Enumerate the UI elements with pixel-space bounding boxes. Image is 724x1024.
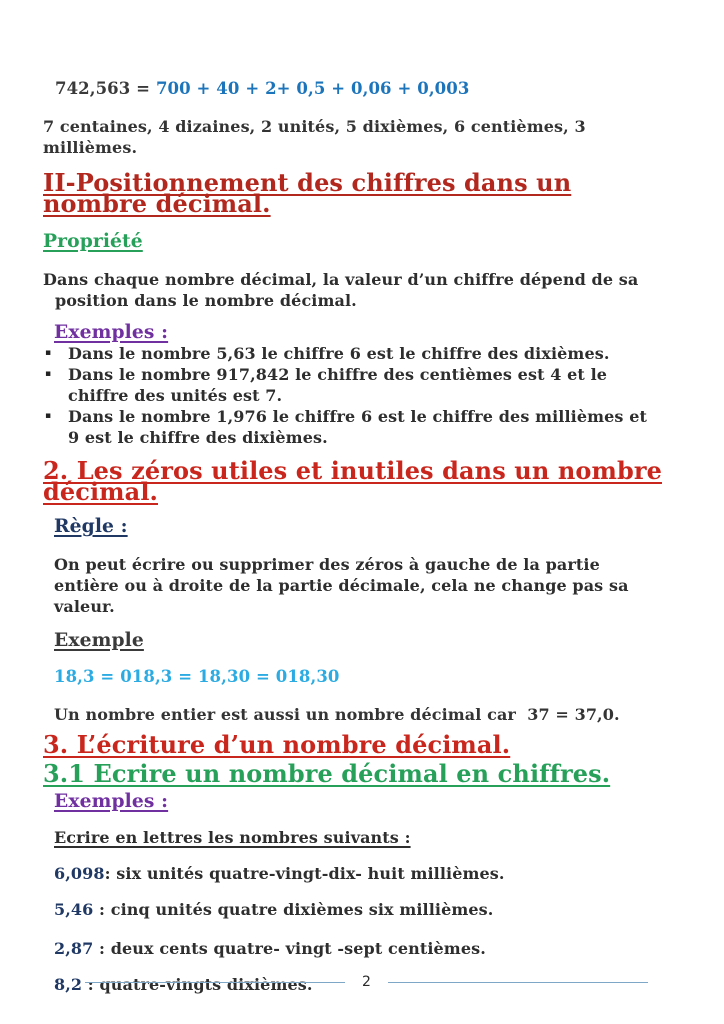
number-words: cinq unités quatre dixièmes six millièmes. — [110, 900, 494, 919]
heading-zeros: 2. Les zéros utiles et inutiles dans un nombre décimal. — [43, 456, 662, 506]
label-exemple: Exemple — [54, 629, 144, 651]
number-in-words-line — [54, 938, 680, 959]
label-exemples-2: Exemples : — [54, 790, 169, 812]
decomposition-equation — [55, 78, 680, 99]
number-in-words-line — [54, 863, 680, 884]
examples-list — [43, 343, 680, 448]
separator: : — [82, 975, 100, 994]
bullet-icon: ▪ — [45, 348, 52, 358]
list-item-text: Dans le nombre 5,63 le chiffre 6 est le chiffre des dixièmes. — [68, 344, 610, 363]
list-item — [43, 343, 655, 364]
regle-text: On peut écrire ou supprimer des zéros à gauche de la partie entière ou à droite de la partie décimale, cela ne change pas sa valeur. — [54, 555, 635, 616]
label-exemples-1: Exemples : — [54, 321, 169, 343]
number-in-words-line — [54, 899, 680, 920]
entier-note: Un nombre entier est aussi un nombre décimal car 37 = 37,0. — [54, 705, 620, 724]
separator: : — [104, 864, 117, 883]
list-item — [43, 406, 655, 448]
heading-ecrire-en-chiffres: 3.1 Ecrire un nombre décimal en chiffres. — [43, 759, 611, 788]
decimal-number: 2,87 — [54, 939, 94, 958]
heading-positionnement: II-Positionnement des chiffres dans un nombre décimal. — [43, 168, 572, 218]
equation-left-side: 742,563 = — [55, 79, 156, 98]
number-words: six unités quatre-vingt-dix- huit millièmes. — [116, 864, 505, 883]
label-propriete: Propriété — [43, 230, 143, 252]
decomposition-words: 7 centaines, 4 dizaines, 2 unités, 5 dixièmes, 6 centièmes, 3 millièmes. — [43, 117, 592, 157]
page-number: 2 — [362, 974, 372, 990]
footer-rule-right — [388, 982, 648, 983]
bullet-icon: ▪ — [45, 411, 52, 421]
label-regle: Règle : — [54, 515, 128, 537]
list-item — [43, 364, 655, 406]
page-footer — [85, 972, 648, 993]
decimal-number: 5,46 — [54, 900, 94, 919]
bullet-icon: ▪ — [45, 369, 52, 379]
separator: : — [93, 900, 111, 919]
decimal-number: 8,2 — [54, 975, 83, 994]
separator: : — [93, 939, 111, 958]
number-words: quatre-vingts dixièmes. — [99, 975, 313, 994]
exercise-heading: Ecrire en lettres les nombres suivants : — [54, 828, 411, 847]
heading-ecriture: 3. L’écriture d’un nombre décimal. — [43, 730, 511, 759]
footer-rule-left — [85, 982, 345, 983]
number-words: deux cents quatre- vingt -sept centièmes. — [110, 939, 486, 958]
propriete-text: Dans chaque nombre décimal, la valeur d’un chiffre dépend de sa position dans le nombre décimal. — [43, 270, 645, 310]
zeros-equation: 18,3 = 018,3 = 18,30 = 018,30 — [54, 667, 340, 686]
list-item-text: Dans le nombre 1,976 le chiffre 6 est le chiffre des millièmes et 9 est le chiffre des dixièmes. — [68, 407, 653, 447]
equation-right-side: 700 + 40 + 2+ 0,5 + 0,06 + 0,003 — [155, 79, 470, 98]
list-item-text: Dans le nombre 917,842 le chiffre des centièmes est 4 et le chiffre des unités est 7. — [68, 365, 613, 405]
decimal-number: 6,098 — [54, 864, 105, 883]
